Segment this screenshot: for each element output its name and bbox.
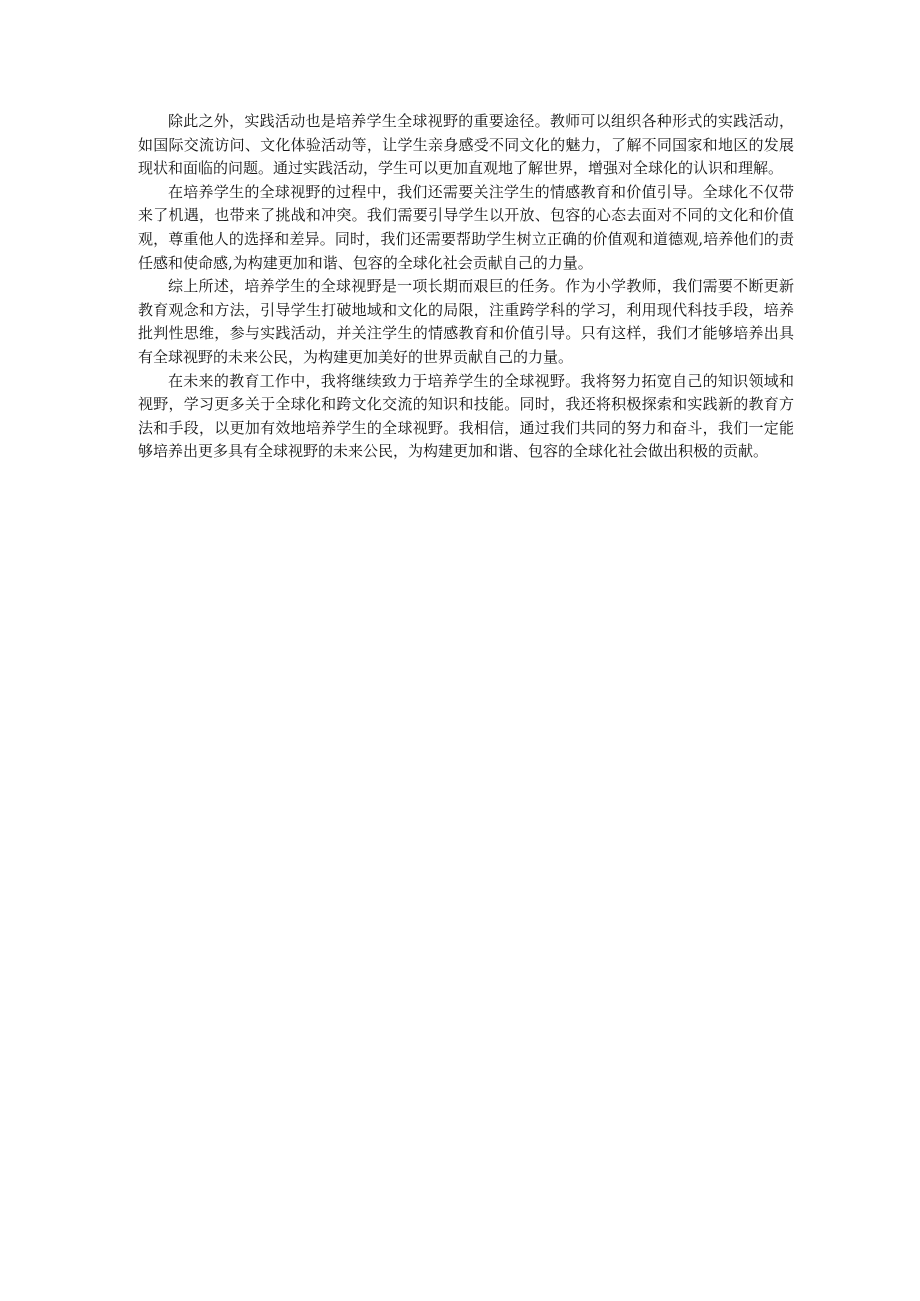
paragraph-summary: 综上所述，培养学生的全球视野是一项长期而艰巨的任务。作为小学教师，我们需要不断更新教育观念和方法，引导学生打破地域和文化的局限，注重跨学科的学习，利用现代科技手段，培养批判性思维，参与实践活动，并关注学生的情感教育和价值引导。只有这样，我们才能够培养出具有全球视野的未来公民，为构建更加美好的世界贡献自己的力量。 [138,277,794,366]
paragraph-future-work: 在未来的教育工作中，我将继续致力于培养学生的全球视野。我将努力拓宽自己的知识领域和视野，学习更多关于全球化和跨文化交流的知识和技能。同时，我还将积极探索和实践新的教育方法和手段，以更加有效地培养学生的全球视野。我相信，通过我们共同的努力和奋斗，我们一定能够培养出更多具有全球视野的未来公民，为构建更加和谐、包容的全球化社会做出积极的贡献。 [138,371,794,461]
paragraph-practice-activities: 除此之外，实践活动也是培养学生全球视野的重要途径。教师可以组织各种形式的实践活动，如国际交流访问、文化体验活动等，让学生亲身感受不同文化的魅力，了解不同国家和地区的发展现状和面临的问题。通过实践活动，学生可以更加直观地了解世界，增强对全球化的认识和理解。 [138,112,794,178]
paragraph-emotional-education: 在培养学生的全球视野的过程中，我们还需要关注学生的情感教育和价值引导。全球化不仅带来了机遇，也带来了挑战和冲突。我们需要引导学生以开放、包容的心态去面对不同的文化和价值观，尊重他人的选择和差异。同时，我们还需要帮助学生树立正确的价值观和道德观,培养他们的责任感和使命感,为构建更加和谐、包容的全球化社会贡献自己的力量。 [138,182,794,272]
document-body [138,110,794,464]
